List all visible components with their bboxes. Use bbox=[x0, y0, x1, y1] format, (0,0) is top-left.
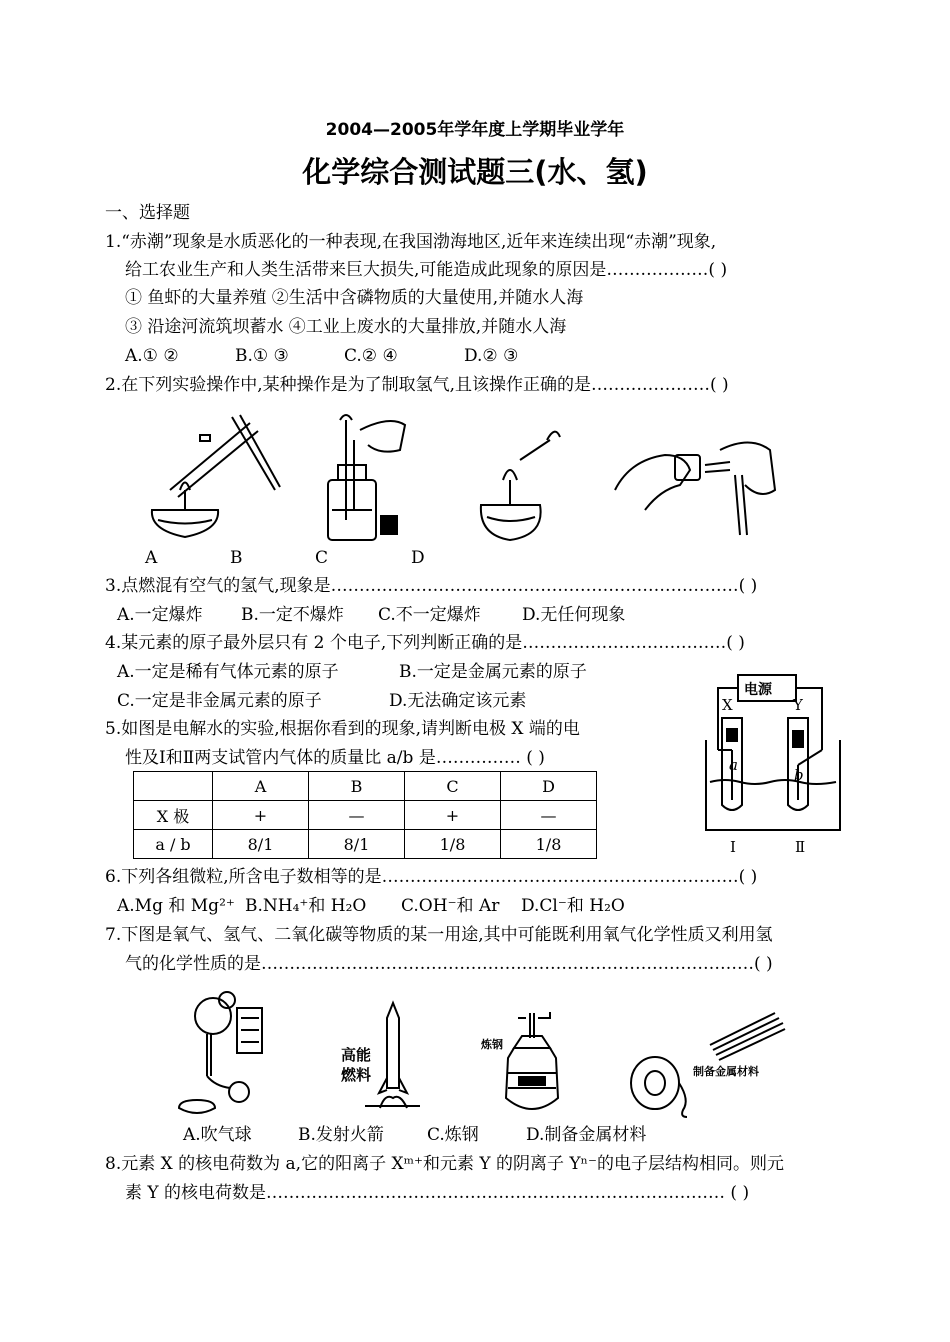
q7-choice-d: D.制备金属材料 bbox=[526, 1125, 647, 1145]
q1-statement-line1: ① 鱼虾的大量养殖 ②生活中含磷物质的大量使用,并随水人海 bbox=[125, 288, 584, 308]
q1-line2: 给工农业生产和人类生活带来巨大损失,可能造成此现象的原因是………………( ) bbox=[125, 260, 728, 280]
electrode-x-label: X bbox=[722, 696, 733, 714]
q4-choice-b: B.一定是金属元素的原子 bbox=[399, 662, 587, 682]
q3-choice-c: C.不一定爆炸 bbox=[378, 605, 481, 625]
table-cell: X 极 bbox=[134, 801, 213, 830]
table-cell bbox=[134, 772, 213, 801]
q8-line2: 素 Y 的核电荷数是……………………………………………………………………… ( ) bbox=[125, 1183, 750, 1203]
q7-figure-d bbox=[625, 1005, 790, 1120]
power-source-label: 电源 bbox=[744, 682, 772, 698]
q2-figure-d bbox=[610, 430, 780, 540]
q4-choice-c: C.一定是非金属元素的原子 bbox=[117, 691, 322, 711]
table-cell: 1/8 bbox=[405, 830, 501, 859]
q4-line1: 4.某元素的原子最外层只有 2 个电子,下列判断正确的是………………………………( ) bbox=[105, 633, 745, 653]
q6-choice-a: A.Mg 和 Mg²⁺ bbox=[117, 896, 235, 916]
q2-label-b: B bbox=[230, 548, 243, 568]
q7-figure-a bbox=[175, 988, 270, 1118]
q5-line1: 5.如图是电解水的实验,根据你看到的现象,请判断电极 X 端的电 bbox=[105, 719, 580, 739]
electrode-y-label: Y bbox=[793, 696, 803, 714]
table-cell: D bbox=[501, 772, 597, 801]
q2-label-a: A bbox=[145, 548, 158, 568]
q7-rocket-text-2: 燃料 bbox=[341, 1066, 372, 1084]
table-cell: — bbox=[501, 801, 597, 830]
q2-figure-b bbox=[320, 410, 415, 545]
q1-line1: 1.“赤潮”现象是水质恶化的一种表现,在我国渤海地区,近年来连续出现“赤潮”现象, bbox=[105, 232, 717, 252]
table-cell: — bbox=[309, 801, 405, 830]
section-heading: 一、选择题 bbox=[105, 203, 190, 223]
table-row bbox=[134, 801, 597, 830]
q7-choice-c: C.炼钢 bbox=[427, 1125, 479, 1145]
table-row bbox=[134, 830, 597, 859]
q2-figure-c bbox=[475, 425, 565, 545]
tube-b-label: b bbox=[794, 766, 804, 784]
q1-choice-a: A.① ② bbox=[125, 346, 179, 366]
q3-choice-b: B.一定不爆炸 bbox=[241, 605, 344, 625]
q7-line2: 气的化学性质的是……………………………………………………………………………( ) bbox=[125, 954, 773, 974]
q6-choice-d: D.Cl⁻和 H₂O bbox=[521, 896, 625, 916]
q1-choice-b: B.① ③ bbox=[235, 346, 289, 366]
table-cell: + bbox=[213, 801, 309, 830]
q7-rocket-text-1: 高能 bbox=[341, 1046, 372, 1064]
q3-line1: 3.点燃混有空气的氢气,现象是………………………………………………………………( ) bbox=[105, 576, 758, 596]
tube-1-label: Ⅰ bbox=[730, 838, 736, 856]
q3-choice-d: D.无任何现象 bbox=[522, 605, 626, 625]
exam-title: 化学综合测试题三(水、氢) bbox=[302, 155, 648, 189]
table-cell: B bbox=[309, 772, 405, 801]
q2-line1: 2.在下列实验操作中,某种操作是为了制取氢气,且该操作正确的是…………………( ) bbox=[105, 375, 729, 395]
q4-choice-a: A.一定是稀有气体元素的原子 bbox=[117, 662, 339, 682]
table-cell: A bbox=[213, 772, 309, 801]
table-cell: C bbox=[405, 772, 501, 801]
electrolysis-figure bbox=[700, 670, 850, 860]
q5-answer-table bbox=[133, 771, 597, 859]
table-cell: 8/1 bbox=[309, 830, 405, 859]
q7-figure-b bbox=[335, 998, 425, 1118]
q1-choice-d: D.② ③ bbox=[464, 346, 519, 366]
q6-choice-b: B.NH₄⁺和 H₂O bbox=[245, 896, 367, 916]
q1-choice-c: C.② ④ bbox=[344, 346, 398, 366]
tube-2-label: Ⅱ bbox=[795, 838, 806, 856]
exam-subtitle: 2004—2005年学年度上学期毕业学年 bbox=[325, 120, 625, 140]
q7-line1: 7.下图是氧气、氢气、二氧化碳等物质的某一用途,其中可能既利用氧气化学性质又利用氢 bbox=[105, 925, 773, 945]
q7-figure-c bbox=[478, 1008, 578, 1123]
table-cell: 1/8 bbox=[501, 830, 597, 859]
table-cell: + bbox=[405, 801, 501, 830]
q7-choice-b: B.发射火箭 bbox=[298, 1125, 384, 1145]
q7-steel-text: 炼钢 bbox=[481, 1038, 503, 1051]
q2-label-d: D bbox=[411, 548, 425, 568]
tube-a-label: a bbox=[729, 756, 738, 774]
q5-line2: 性及Ⅰ和Ⅱ两支试管内气体的质量比 a/b 是…………… ( ) bbox=[125, 748, 545, 768]
table-row bbox=[134, 772, 597, 801]
q6-line1: 6.下列各组微粒,所含电子数相等的是………………………………………………………( ) bbox=[105, 867, 758, 887]
q7-choice-a: A.吹气球 bbox=[183, 1125, 252, 1145]
q6-choice-c: C.OH⁻和 Ar bbox=[401, 896, 500, 916]
q2-figure-a bbox=[140, 405, 290, 545]
q3-choice-a: A.一定爆炸 bbox=[117, 605, 203, 625]
table-cell: 8/1 bbox=[213, 830, 309, 859]
table-cell: a / b bbox=[134, 830, 213, 859]
q7-metal-text: 制备金属材料 bbox=[693, 1065, 759, 1078]
q1-statement-line2: ③ 沿途河流筑坝蓄水 ④工业上废水的大量排放,并随水人海 bbox=[125, 317, 567, 337]
q4-choice-d: D.无法确定该元素 bbox=[389, 691, 527, 711]
q2-label-c: C bbox=[315, 548, 329, 568]
q8-line1: 8.元素 X 的核电荷数为 a,它的阳离子 Xᵐ⁺和元素 Y 的阴离子 Yⁿ⁻的电子层结构相同。则元 bbox=[105, 1154, 784, 1174]
